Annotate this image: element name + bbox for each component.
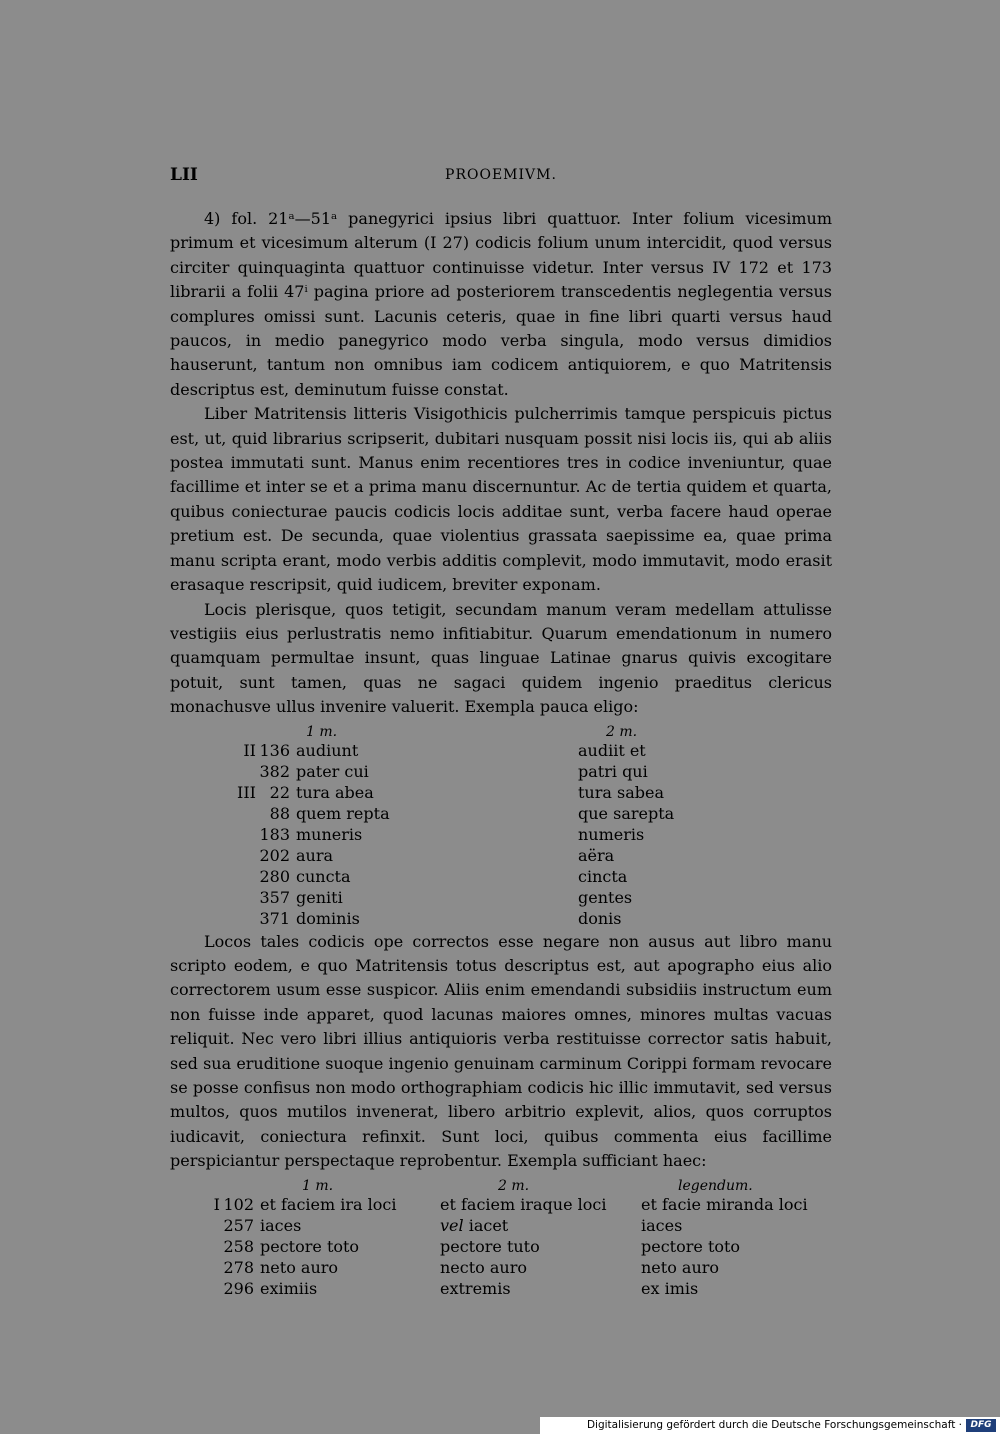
variant-text: necto auro bbox=[440, 1257, 528, 1277]
table-cell-first-hand: aura bbox=[296, 845, 334, 865]
table-cell-line: 102 bbox=[223, 1194, 254, 1214]
table-row bbox=[170, 740, 832, 761]
table-row bbox=[170, 824, 832, 845]
table-cell-first-hand: eximiis bbox=[260, 1278, 318, 1298]
table1-header-m2: 2 m. bbox=[606, 723, 638, 740]
table-cell-book: III bbox=[237, 782, 256, 802]
table-cell-first-hand: neto auro bbox=[260, 1257, 339, 1277]
table-cell-second-hand: donis bbox=[578, 908, 622, 928]
table-cell-line: 382 bbox=[259, 761, 290, 781]
digitization-footer bbox=[540, 1417, 1000, 1434]
table-row bbox=[170, 1278, 832, 1299]
table-cell-first-hand: tura abea bbox=[296, 782, 374, 802]
table-row bbox=[170, 761, 832, 782]
table-cell-line: 257 bbox=[223, 1215, 254, 1235]
table2-header-m1: 1 m. bbox=[302, 1177, 334, 1194]
table-cell-line: 183 bbox=[259, 824, 290, 844]
table-row bbox=[170, 1194, 832, 1215]
table-cell-first-hand: pectore toto bbox=[260, 1236, 360, 1256]
table-cell-first-hand: cuncta bbox=[296, 866, 351, 886]
table-row bbox=[170, 803, 832, 824]
table-cell-second-hand bbox=[440, 1194, 606, 1215]
variant-table-2 bbox=[170, 1174, 832, 1302]
variant-text: pectore tuto bbox=[440, 1236, 540, 1256]
variant-table-1 bbox=[170, 720, 832, 930]
table-cell-first-hand: geniti bbox=[296, 887, 343, 907]
table-row bbox=[170, 1236, 832, 1257]
table-cell-line: 88 bbox=[269, 803, 290, 823]
table-cell-second-hand bbox=[440, 1257, 527, 1278]
table-cell-second-hand: tura sabea bbox=[578, 782, 665, 802]
table-row bbox=[170, 908, 832, 929]
table-cell-first-hand: muneris bbox=[296, 824, 363, 844]
variant-text: extremis bbox=[440, 1278, 511, 1298]
table-cell-book: II bbox=[243, 740, 256, 760]
table-row bbox=[170, 866, 832, 887]
table2-header-m2: 2 m. bbox=[498, 1177, 530, 1194]
paragraph-4: Locos tales codicis ope correctos esse negare non ausus aut libro manu scripto eodem, e quo Matritensis totus descriptus est, aut apographo eius alio correctorem usum esse suspicor. Aliis enim emendandi subsidiis instructum eum non fuisse inde apparet, quod lacunas maiores omnes, minores multas vacuas reliquit. Nec vero libri illius antiquioris verba restituisse corrector satis habuit, sed sua eruditione suoque ingenio genuinam carminum Corippi formam revocare se posse confisus non modo orthographiam codicis hic illic immutavit, sed versus multos, quos mutilos invenerat, libero arbitrio explevit, alios, quos corruptos iudicavit, coniectura refinxit. Sunt loci, quibus commenta eius facillime perspiciantur perspectaque reprobentur. Exempla sufficiant haec: bbox=[170, 931, 832, 1171]
table-cell-first-hand: pater cui bbox=[296, 761, 369, 781]
table-cell-book: I bbox=[213, 1194, 220, 1214]
table-cell-first-hand: et faciem ira loci bbox=[260, 1194, 397, 1214]
table-cell-second-hand: numeris bbox=[578, 824, 645, 844]
body-text bbox=[170, 207, 832, 1302]
table-cell-first-hand: audiunt bbox=[296, 740, 359, 760]
table-cell-line: 278 bbox=[223, 1257, 254, 1277]
table-row bbox=[170, 782, 832, 803]
table-cell-first-hand: iaces bbox=[260, 1215, 302, 1235]
table-cell-line: 202 bbox=[259, 845, 290, 865]
table-cell-line: 357 bbox=[259, 887, 290, 907]
table-cell-second-hand: gentes bbox=[578, 887, 633, 907]
table-cell-second-hand: que sarepta bbox=[578, 803, 675, 823]
table-cell-first-hand: dominis bbox=[296, 908, 360, 928]
table-cell-line: 22 bbox=[269, 782, 290, 802]
table-cell-second-hand: cincta bbox=[578, 866, 628, 886]
paragraph-2: Liber Matritensis litteris Visigothicis pulcherrimis tamque perspicuis pictus est, ut, quid librarius scripserit, dubitari nusquam possit nisi locis iis, qui ab aliis postea immutati sunt. Manus enim recentiores tres in codice inveniuntur, quae facillime et inter se et a prima manu discernuntur. Ac de tertia quidem et quarta, quibus coniecturae paucis codicis locis additae sunt, verba facere haud operae pretium est. De secunda, quae violentius grassata saepissime ea, quae prima manu scripta erant, modo verbis additis complevit, modo immutavit, modo erasit erasaque rescripsit, quid iudicem, breviter exponam. bbox=[170, 404, 832, 595]
table-row bbox=[170, 887, 832, 908]
table-cell-second-hand bbox=[440, 1236, 540, 1257]
table-cell-second-hand: audiit et bbox=[578, 740, 646, 760]
dfg-logo: DFG bbox=[966, 1419, 996, 1432]
variant-text: et faciem iraque loci bbox=[440, 1194, 607, 1214]
variant-text: iacet bbox=[468, 1215, 509, 1235]
table-cell-legendum: et facie miranda loci bbox=[641, 1194, 808, 1214]
table-cell-legendum: neto auro bbox=[641, 1257, 720, 1277]
running-header bbox=[170, 163, 832, 185]
table-cell-legendum: ex imis bbox=[641, 1278, 699, 1298]
table-cell-legendum: iaces bbox=[641, 1215, 683, 1235]
table-cell-second-hand: patri qui bbox=[578, 761, 648, 781]
running-title: PROOEMIVM. bbox=[445, 167, 557, 183]
page-number: LII bbox=[170, 165, 198, 185]
table-cell-second-hand bbox=[440, 1215, 508, 1236]
table-row bbox=[170, 1215, 832, 1236]
table2-header-legendum: legendum. bbox=[678, 1177, 753, 1194]
table-cell-line: 258 bbox=[223, 1236, 254, 1256]
paragraph-3: Locis plerisque, quos tetigit, secundam manum veram medellam attulisse vestigiis eius perlustratis nemo infitiabitur. Quarum emendationum in numero quamquam permultae insunt, quas linguae Latinae gnarus quivis excogitare potuit, sunt tamen, quas ne sagaci quidem ingenio praeditus clericus monachusve ullus invenire valuerit. Exempla pauca eligo: bbox=[170, 599, 832, 717]
table-cell-line: 296 bbox=[223, 1278, 254, 1298]
table-cell-first-hand: quem repta bbox=[296, 803, 390, 823]
table-cell-line: 280 bbox=[259, 866, 290, 886]
table-cell-second-hand: aëra bbox=[578, 845, 615, 865]
footer-text: Digitalisierung gefördert durch die Deutsche Forschungsgemeinschaft · bbox=[586, 1419, 962, 1431]
table-row bbox=[170, 845, 832, 866]
table-cell-second-hand bbox=[440, 1278, 511, 1299]
paragraph-1: 4) fol. 21ᵃ—51ᵃ panegyrici ipsius libri quattuor. Inter folium vicesimum primum et vicesimum alterum (I 27) codicis folium unum intercidit, quod versus circiter quinquaginta quattuor continuisse videtur. Inter versus IV 172 et 173 librarii a folii 47ⁱ pagina priore ad posteriorem transcedentis neglegentia versus complures omissi sunt. Lacunis ceteris, quae in fine libri quarti versus haud paucos, in medio panegyrico modo verba singula, modo versus dimidios hauserunt, tantum non omnibus iam codicem antiquiorem, e quo Matritensis descriptus est, deminutum fuisse constat. bbox=[170, 209, 832, 399]
table-cell-legendum: pectore toto bbox=[641, 1236, 741, 1256]
variant-prefix: vel bbox=[440, 1215, 464, 1235]
table-row bbox=[170, 1257, 832, 1278]
table1-header-m1: 1 m. bbox=[306, 723, 338, 740]
table-cell-line: 371 bbox=[259, 908, 290, 928]
table-cell-line: 136 bbox=[259, 740, 290, 760]
